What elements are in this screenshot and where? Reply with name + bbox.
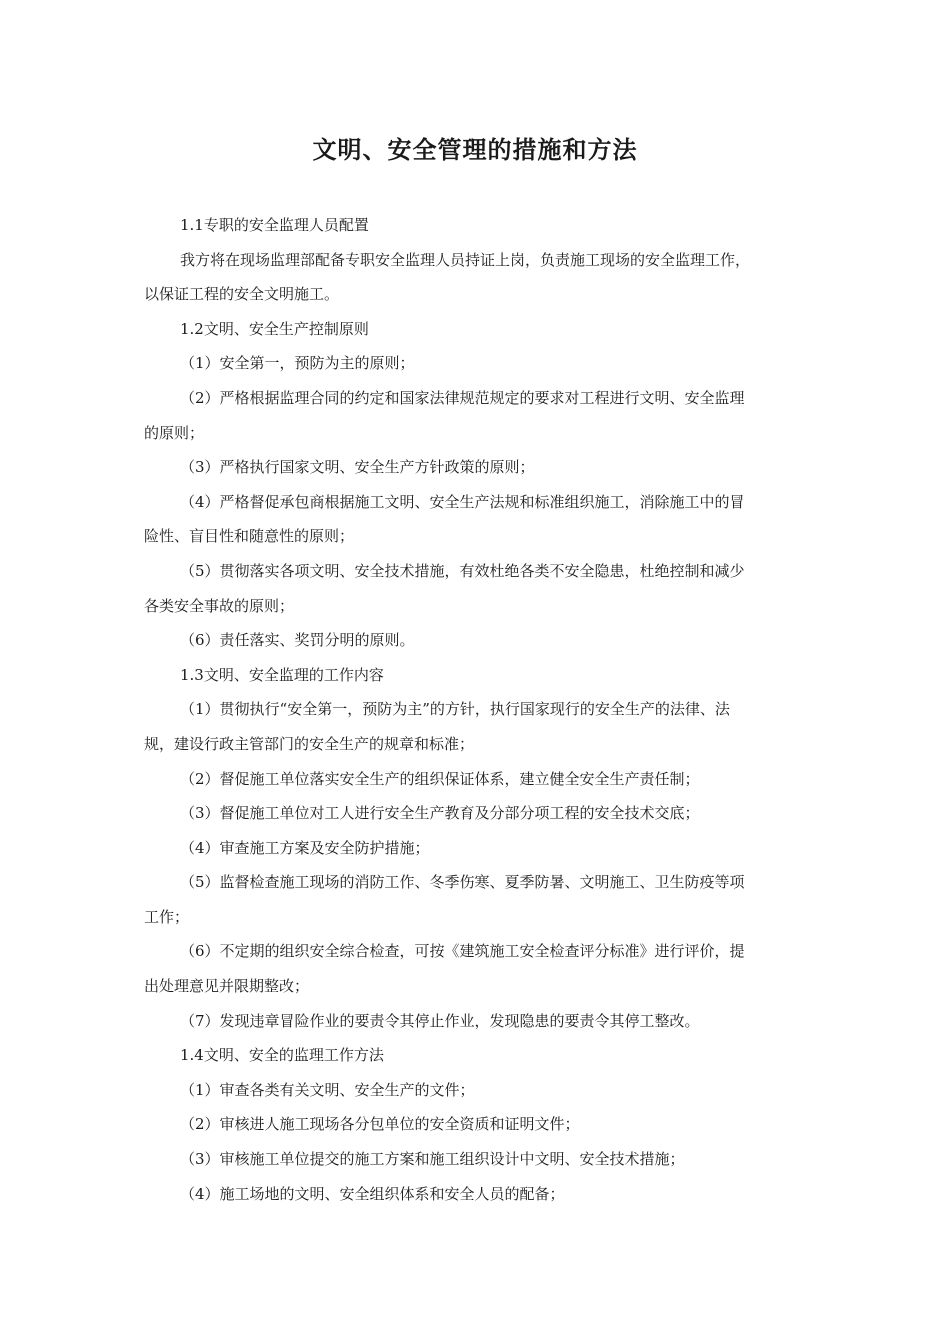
document-title: 文明、安全管理的措施和方法 (312, 136, 638, 164)
paragraph-line: 我方将在现场监理部配备专职安全监理人员持证上岗，负责施工现场的安全监理工作， (180, 250, 751, 269)
paragraph-line: 1.3文明、安全监理的工作内容 (180, 665, 384, 684)
document-body (144, 208, 814, 1211)
paragraph-line: 险性、盲目性和随意性的原则； (144, 527, 355, 546)
paragraph-line: （5）贯彻落实各项文明、安全技术措施，有效杜绝各类不安全隐患，杜绝控制和减少 (180, 561, 745, 580)
paragraph-line: （1）审查各类有关文明、安全生产的文件； (180, 1080, 475, 1099)
paragraph-line: （3）审核施工单位提交的施工方案和施工组织设计中文明、安全技术措施； (180, 1150, 685, 1169)
paragraph-line: 出处理意见并限期整改； (144, 977, 310, 996)
paragraph-line: （6）责任落实、奖罚分明的原则。 (180, 631, 415, 650)
paragraph-line: （4）严格督促承包商根据施工文明、安全生产法规和标准组织施工，消除施工中的冒 (180, 492, 745, 511)
paragraph-line: （4）施工场地的文明、安全组织体系和安全人员的配备； (180, 1184, 565, 1203)
paragraph-line: （2）严格根据监理合同的约定和国家法律规范规定的要求对工程进行文明、安全监理 (180, 388, 745, 407)
paragraph-line: 规，建设行政主管部门的安全生产的规章和标准； (144, 734, 475, 753)
paragraph-line: 的原则； (144, 423, 205, 442)
paragraph-line: （2）审核进人施工现场各分包单位的安全资质和证明文件； (180, 1115, 580, 1134)
paragraph-line: 工作； (144, 907, 190, 926)
paragraph-line: 1.4文明、安全的监理工作方法 (180, 1046, 384, 1065)
paragraph-line: （5）监督检查施工现场的消防工作、冬季伤寒、夏季防暑、文明施工、卫生防疫等项 (180, 873, 745, 892)
paragraph-line: （1）贯彻执行“安全第一，预防为主”的方针，执行国家现行的安全生产的法律、法 (180, 700, 730, 719)
paragraph-line: （2）督促施工单位落实安全生产的组织保证体系，建立健全安全生产责任制； (180, 769, 700, 788)
paragraph-line: （4）审查施工方案及安全防护措施； (180, 838, 430, 857)
paragraph-line: 1.1专职的安全监理人员配置 (180, 216, 369, 234)
paragraph-line: 以保证工程的安全文明施工。 (144, 285, 340, 304)
paragraph-line: （7）发现违章冒险作业的要责令其停止作业，发现隐患的要责令其停工整改。 (180, 1011, 700, 1030)
paragraph-line: 各类安全事故的原则； (144, 596, 295, 615)
paragraph-line: （3）督促施工单位对工人进行安全生产教育及分部分项工程的安全技术交底； (180, 804, 700, 823)
paragraph-line: 1.2文明、安全生产控制原则 (180, 319, 369, 338)
paragraph-line: （6）不定期的组织安全综合检查，可按《建筑施工安全检查评分标准》进行评价，提 (180, 942, 745, 961)
paragraph-line: （3）严格执行国家文明、安全生产方针政策的原则； (180, 458, 535, 477)
paragraph-line: （1）安全第一，预防为主的原则； (180, 354, 415, 373)
